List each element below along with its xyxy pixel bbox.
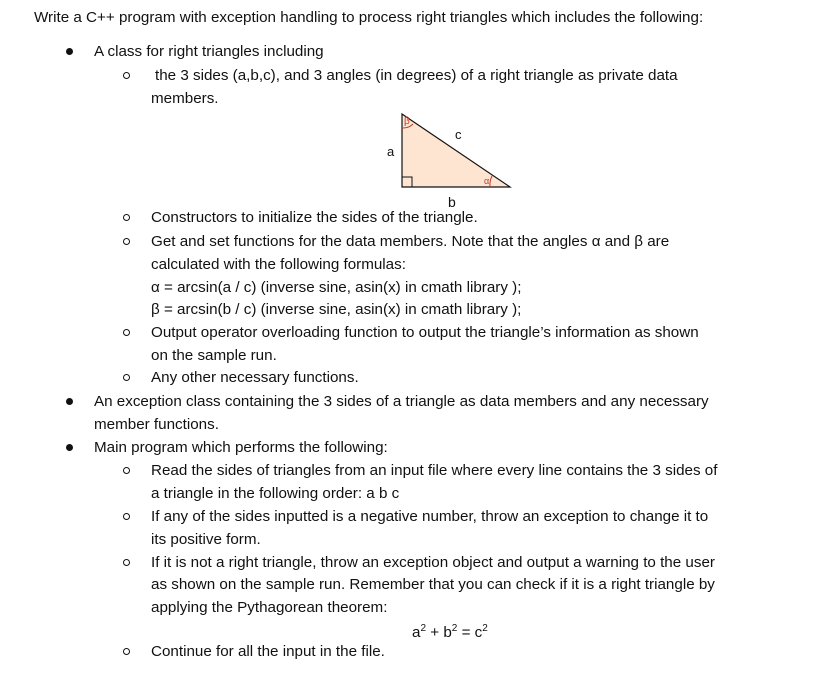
bullet-disc (66, 398, 73, 405)
pythagorean-formula (412, 619, 488, 643)
main-section-title: Main program which performs the following: (94, 439, 388, 456)
triangle-shape (402, 114, 510, 187)
other-functions-text: Any other necessary functions. (151, 369, 359, 386)
exception-line-1: An exception class containing the 3 sides of a triangle as data members and any necessary (94, 393, 709, 410)
bullet-circle (123, 467, 130, 474)
right-check-line-2: as shown on the sample run. Remember that you can check if it is a right triangle by (151, 576, 715, 593)
pyth-exp-b: 2 (451, 623, 458, 634)
formula-beta: β = arcsin(b / c) (inverse sine, asin(x) in cmath library ); (151, 301, 522, 318)
bullet-disc (66, 48, 73, 55)
bullet-circle (123, 329, 130, 336)
continue-text: Continue for all the input in the file. (151, 643, 385, 660)
exception-line-2: member functions. (94, 416, 219, 433)
getset-line-2: calculated with the following formulas: (151, 256, 406, 273)
angle-alpha-label: α (484, 176, 490, 186)
private-data-line-2: members. (151, 90, 219, 107)
negative-line-2: its positive form. (151, 531, 261, 548)
class-section-title: A class for right triangles including (94, 43, 324, 60)
bullet-circle (123, 559, 130, 566)
intro-text: Write a C++ program with exception handling to process right triangles which includes the following: (34, 9, 704, 26)
bullet-disc (66, 444, 73, 451)
bullet-circle (123, 72, 130, 79)
pyth-a: a (412, 624, 421, 641)
read-line-2: a triangle in the following order: a b c (151, 485, 400, 502)
right-check-line-3: applying the Pythagorean theorem: (151, 599, 388, 616)
output-line-1: Output operator overloading function to output the triangle’s information as shown (151, 324, 699, 341)
right-triangle-figure (380, 108, 530, 210)
pyth-eq-c: = c (457, 624, 483, 641)
pyth-plus-b: + b (426, 624, 452, 641)
formula-alpha: α = arcsin(a / c) (inverse sine, asin(x) in cmath library ); (151, 279, 522, 296)
output-line-2: on the sample run. (151, 347, 277, 364)
negative-line-1: If any of the sides inputted is a negative number, throw an exception to change it to (151, 508, 709, 525)
side-b-label: b (448, 194, 456, 210)
bullet-circle (123, 513, 130, 520)
bullet-circle (123, 238, 130, 245)
pyth-exp-a: 2 (420, 623, 427, 634)
private-data-line-1: the 3 sides (a,b,c), and 3 angles (in degrees) of a right triangle as private data (155, 67, 678, 84)
bullet-circle (123, 374, 130, 381)
bullet-circle (123, 214, 130, 221)
side-c-label: c (455, 127, 462, 142)
read-line-1: Read the sides of triangles from an input file where every line contains the 3 sides of (151, 462, 718, 479)
bullet-circle (123, 648, 130, 655)
constructors-text: Constructors to initialize the sides of the triangle. (151, 209, 478, 226)
side-a-label: a (387, 144, 395, 159)
angle-beta-label: β (404, 116, 410, 127)
getset-line-1: Get and set functions for the data members. Note that the angles α and β are (151, 233, 670, 250)
right-check-line-1: If it is not a right triangle, throw an exception object and output a warning to the user (151, 554, 715, 571)
pyth-exp-c: 2 (482, 623, 488, 634)
